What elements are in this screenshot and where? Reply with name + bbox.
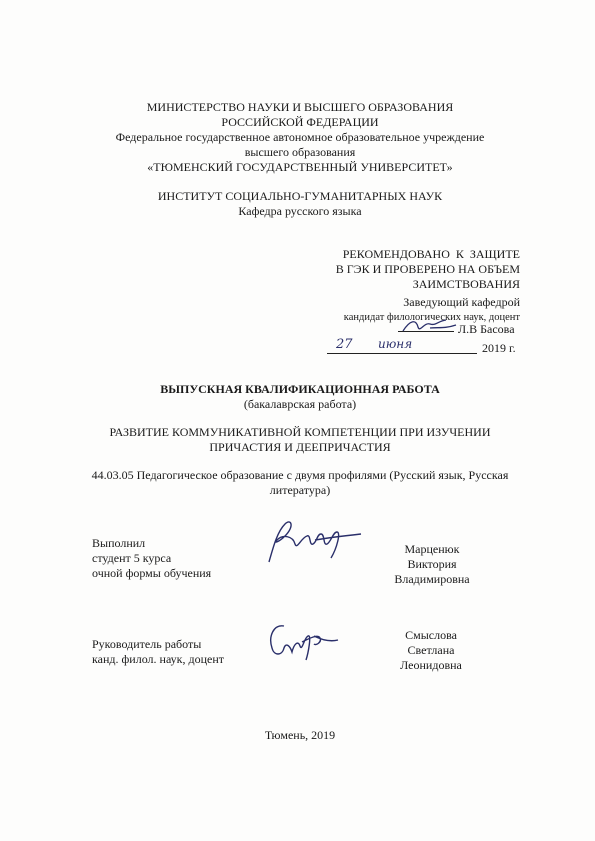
work-title-block [70,425,530,455]
header-line-2: РОССИЙСКОЙ ФЕДЕРАЦИИ [221,115,379,129]
city-year: Тюмень, 2019 [264,728,336,742]
ministry-header [60,100,540,175]
supervisor-surname: Смыслова [405,628,457,642]
author-signature [255,518,365,568]
supervisor-name-block [356,628,506,673]
work-title-line-1: РАЗВИТИЕ КОММУНИКАТИВНОЙ КОМПЕТЕНЦИИ ПРИ ИЗУЧЕНИИ [109,425,491,439]
author-label-3: очной формы обучения [92,566,212,580]
approval-line-2: В ГЭК И ПРОВЕРЕНО НА ОБЪЕМ [335,262,520,276]
approval-line-1: РЕКОМЕНДОВАНО К ЗАЩИТЕ [342,247,520,261]
work-type: ВЫПУСКНАЯ КВАЛИФИКАЦИОННАЯ РАБОТА [160,382,440,396]
supervisor-labels [92,637,224,667]
work-subtype: (бакалаврская работа) [243,397,357,411]
author-patronymic: Владимировна [394,572,470,586]
date-day: 27 [336,337,353,352]
institute-name: ИНСТИТУТ СОЦИАЛЬНО-ГУМАНИТАРНЫХ НАУК [157,189,443,203]
institute-block [60,189,540,219]
header-line-4: высшего образования [244,145,356,159]
supervisor-signature [262,616,342,664]
head-role: Заведующий кафедрой [403,295,520,309]
author-label-2: студент 5 курса [92,551,172,565]
footer [60,728,540,743]
author-surname: Марценюк [404,542,460,556]
supervisor-patronymic: Леонидовна [400,658,462,672]
specialty-line-2: литература) [269,483,331,497]
head-name: Л.В Басова [458,322,515,336]
date-month: июня [378,337,413,351]
approval-block [290,247,520,325]
supervisor-label-2: канд. филол. наук, доцент [92,652,225,666]
work-title-line-2: ПРИЧАСТИЯ И ДЕЕПРИЧАСТИЯ [209,440,391,454]
date-year: 2019 г. [482,341,516,355]
specialty-block [60,468,540,498]
specialty-line-1: 44.03.05 Педагогическое образование с двумя профилями (Русский язык, Русская [91,468,509,482]
supervisor-label-1: Руководитель работы [92,637,202,651]
department-name: Кафедра русского языка [238,204,362,218]
date-line [327,353,477,354]
work-type-block [70,382,530,412]
header-line-5: «ТЮМЕНСКИЙ ГОСУДАРСТВЕННЫЙ УНИВЕРСИТЕТ» [147,160,453,174]
author-name: Виктория [407,557,457,571]
author-name-block [357,542,507,587]
author-labels [92,536,211,581]
author-label-1: Выполнил [92,536,146,550]
approval-line-3: ЗАИМСТВОВАНИЯ [412,277,520,291]
head-signature [400,316,458,336]
header-line-1: МИНИСТЕРСТВО НАУКИ И ВЫСШЕГО ОБРАЗОВАНИЯ [146,100,454,114]
header-line-3: Федеральное государственное автономное образовательное учреждение [115,130,485,144]
supervisor-name: Светлана [407,643,455,657]
head-degree: кандидат филологических наук, доцент [343,312,520,323]
